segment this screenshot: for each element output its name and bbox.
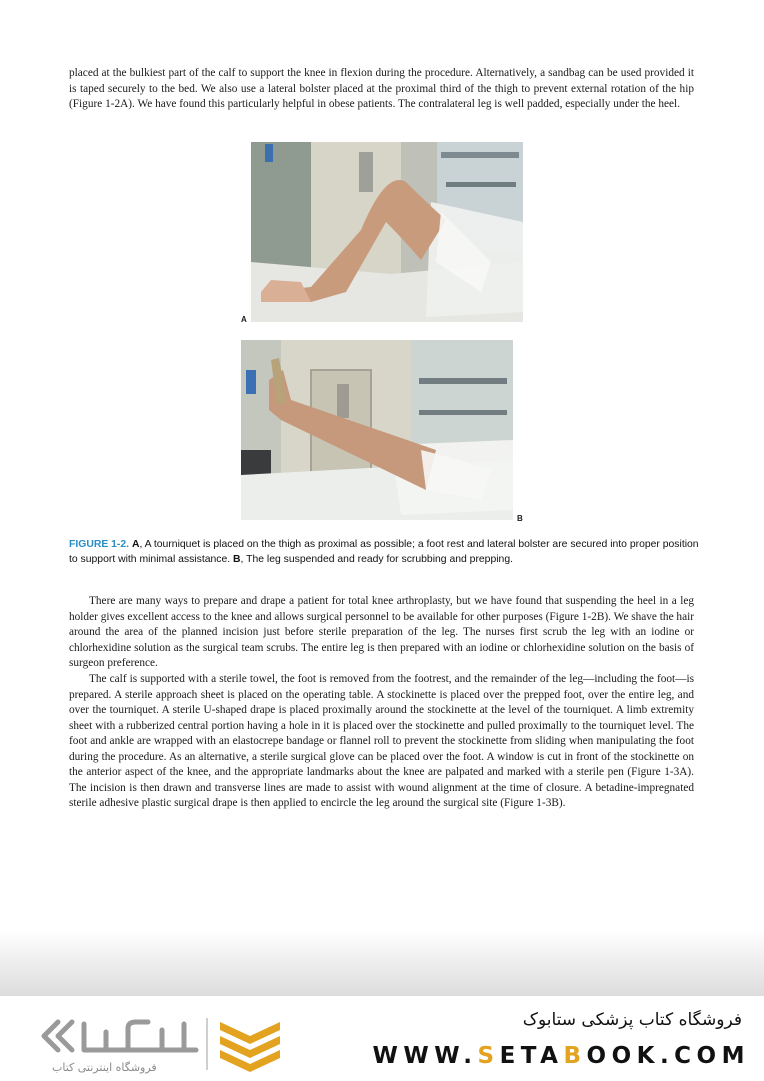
figure-1-2a-photo (251, 142, 523, 322)
body-paragraph-2: There are many ways to prepare and drape a patient for total knee arthroplasty, but we have found that suspending the heel in a leg holder gives excellent access to the knee and allows surgical personnel to be available for other purposes (Figure 1-2B). We shave the hair around the area of the planned incision just before sterile preparation of the leg. The nurses first scrub the leg with an iodine or chlorhexidine solution as the surgical team scrubs. The entire leg is then prepared with an iodine or chlorhexidine solution on the basis of surgeon preference. (69, 595, 694, 669)
url-part-1: WWW. (372, 1043, 478, 1069)
panel-b-label: B (517, 514, 523, 523)
website-url[interactable] (373, 1043, 751, 1069)
caption-b-marker: B (233, 553, 241, 565)
url-part-2: ETA (499, 1043, 564, 1069)
figure-caption (69, 538, 699, 567)
caption-a-text: , A tourniquet is placed on the thigh as proximal as possible; a foot rest and lateral bolster are secured into proper position to support with minimal assistance. (69, 539, 699, 565)
caption-b-text: , The leg suspended and ready for scrubbing and prepping. (240, 553, 513, 565)
figure-1-2b-photo (241, 340, 513, 520)
logo-subtitle: فروشگاه اینترنتی کتاب (52, 1061, 157, 1074)
footer-fade (0, 930, 764, 996)
caption-number: FIGURE 1-2. (69, 539, 130, 550)
caption-a-marker: A (131, 539, 140, 550)
panel-a-label: A (241, 315, 247, 324)
url-part-3: OOK.COM (586, 1043, 750, 1069)
store-name: فروشگاه کتاب پزشکی ستابوک (522, 1010, 742, 1030)
body-paragraph-3: The calf is supported with a sterile towel, the foot is removed from the footrest, and the remainder of the leg—including the foot—is prepared. A sterile approach sheet is placed on the operating table. A stockinette is placed over the prepped foot, over the entire leg, and over the tourniquet. A sterile U-shaped drape is placed proximally around the stockinette at the level of the tourniquet. A limb extremity sheet with a rubberized central portion having a hole in it is placed over the stockinette and pulled proximally to the tourniquet level. The foot and ankle are wrapped with an elastocrepe bandage or flannel roll to prevent the stockinette from sliding when manipulating the foot during the procedure. As an alternative, a sterile surgical glove can be placed over the foot. A window is cut in front of the stockinette on the anterior aspect of the knee, and the appropriate landmarks about the knee are palpated and marked with a sterile pen (Figure 1-3A). The incision is then drawn and transverse lines are made to assist with wound alignment at the time of closure. A betadine-impregnated sterile adhesive plastic surgical drape is then applied to encircle the leg around the surgical site (Figure 1-3B). (69, 673, 694, 809)
body-paragraph-1: placed at the bulkiest part of the calf to support the knee in flexion during the procedure. Alternatively, a sandbag can be used provided it is taped securely to the bed. We also use a lateral bolster placed at the proximal third of the thigh to prevent external rotation of the hip (Figure 1-2A). We have found this particularly helpful in obese patients. The contralateral leg is well padded, especially under the heel. (69, 67, 694, 110)
url-highlight-b: B (563, 1043, 587, 1069)
url-highlight-s: S (477, 1043, 500, 1069)
